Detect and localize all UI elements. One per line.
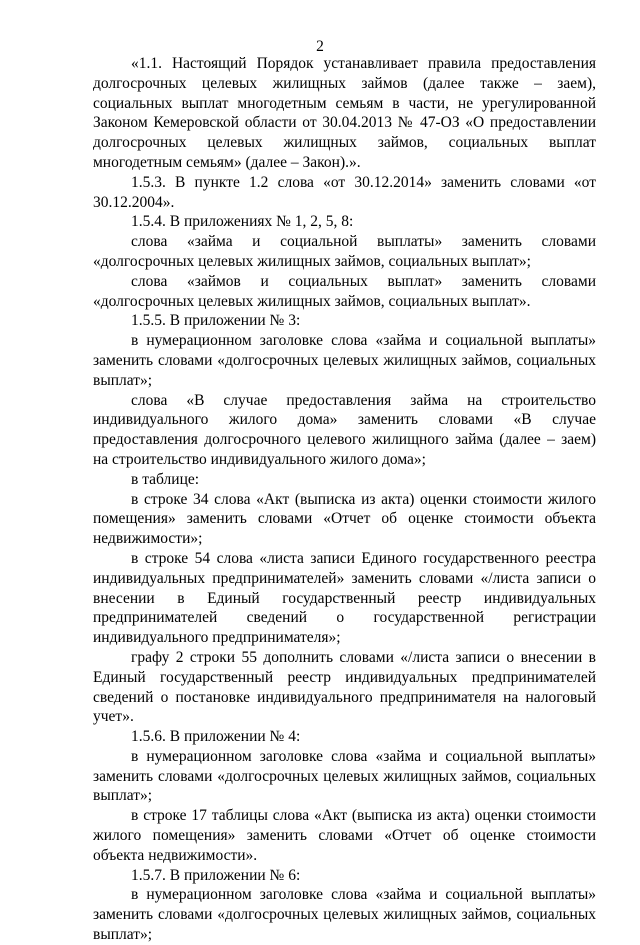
document-body (93, 54, 596, 945)
paragraph-1-1-definition: «1.1. Настоящий Порядок устанавливает правила предоставления долгосрочных целевых жилищных займов (далее также – заем), социальных выплат многодетным семьям в части, не урегулированной Законом Кемеровской области от 30.04.2013 № 47-ОЗ «О предоставлении долгосрочных целевых жилищных займов, социальных выплат многодетным семьям» (далее – Закон).». (93, 55, 596, 171)
paragraph-1-5-6-row-17: в строке 17 таблицы слова «Акт (выписка из акта) оценки стоимости жилого помещения» заменить словами «Отчет об оценке стоимости объекта недвижимости». (93, 807, 596, 864)
paragraph-1-5-5-row-54: в строке 54 слова «листа записи Единого государственного реестра индивидуальных предпринимателей» заменить словами «/листа записи о внесении в Единый государственный реестр индивидуальных предпринимателей сведений о государственной регистрации индивидуального предпринимателя»; (93, 549, 596, 647)
paragraph-1-5-3: 1.5.3. В пункте 1.2 слова «от 30.12.2014» заменить словами «от 30.12.2004». (93, 173, 596, 211)
page-number: 2 (316, 38, 324, 55)
paragraph-1-5-6-item-1: в нумерационном заголовке слова «займа и социальной выплаты» заменить словами «долгосрочных целевых жилищных займов, социальных выплат»; (93, 747, 596, 805)
paragraph-1-5-5-row-34: в строке 34 слова «Акт (выписка из акта) оценки стоимости жилого помещения» заменить словами «Отчет об оценке стоимости объекта недвижимости»; (93, 490, 596, 548)
paragraph-1-5-4-item-2: слова «займов и социальных выплат» заменить словами «долгосрочных целевых жилищных займов, социальных выплат». (93, 272, 596, 310)
paragraph-1-5-5: 1.5.5. В приложении № 3: (131, 312, 301, 330)
paragraph-1-5-5-item-1: в нумерационном заголовке слова «займа и социальной выплаты» заменить словами «долгосрочных целевых жилищных займов, социальных выплат»; (93, 332, 596, 389)
paragraph-1-5-7: 1.5.7. В приложении № 6: (131, 866, 301, 884)
paragraph-1-5-4: 1.5.4. В приложениях № 1, 2, 5, 8: (131, 213, 354, 231)
paragraph-1-5-5-item-2: слова «В случае предоставления займа на строительство индивидуального жилого дома» заменить словами «В случае предоставления долгосрочного целевого жилищного займа (далее – заем) на строительство индивидуального жилого дома»; (93, 391, 596, 468)
paragraph-1-5-5-table: в таблице: (131, 470, 200, 488)
paragraph-1-5-5-row-55: графу 2 строки 55 дополнить словами «/листа записи о внесении в Единый государственный реестр индивидуальных предпринимателей сведений о постановке индивидуального предпринимателя на налоговый учет». (93, 648, 596, 726)
paragraph-1-5-7-item-1: в нумерационном заголовке слова «займа и социальной выплаты» заменить словами «долгосрочных целевых жилищных займов, социальных выплат»; (93, 886, 596, 944)
paragraph-1-5-6: 1.5.6. В приложении № 4: (131, 728, 301, 746)
paragraph-1-5-4-item-1: слова «займа и социальной выплаты» заменить словами «долгосрочных целевых жилищных займов, социальных выплат»; (93, 233, 596, 270)
